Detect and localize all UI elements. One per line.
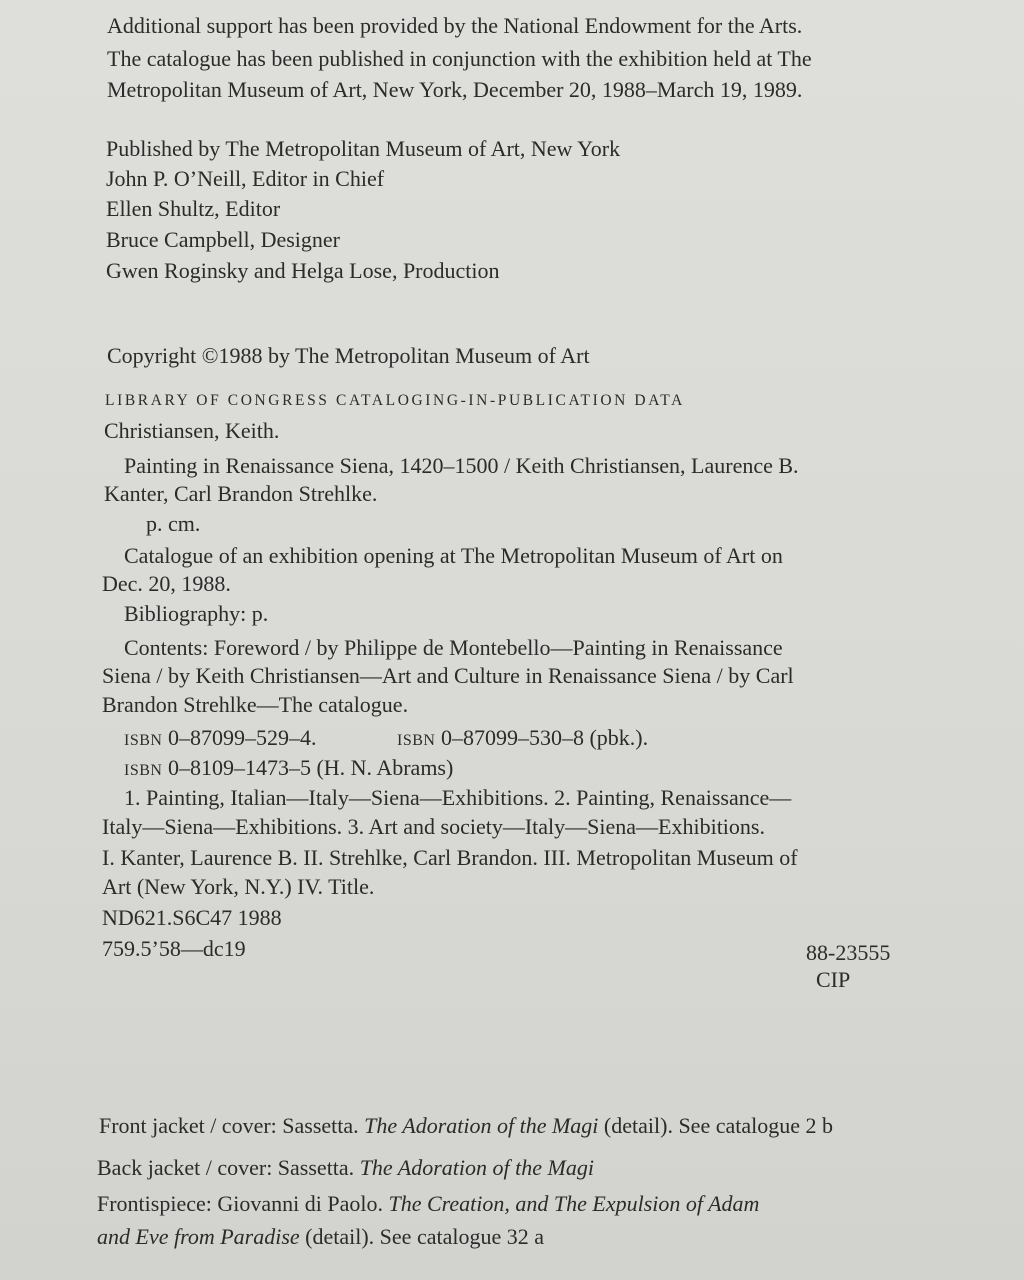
editor-in-chief-credit: John P. O’Neill, Editor in Chief [106, 166, 385, 191]
artwork-title: The Adoration of the Magi [359, 1155, 594, 1180]
artwork-title: and Eve from Paradise [97, 1224, 300, 1249]
back-cover-caption [97, 1156, 594, 1180]
isbn-value: 0–8109–1473–5 (H. N. Abrams) [167, 755, 454, 780]
cip-subjects-line-3: I. Kanter, Laurence B. II. Strehlke, Carl Brandon. III. Metropolitan Museum of [102, 845, 798, 870]
isbn-label: ISBN [397, 732, 436, 749]
cip-author: Christiansen, Keith. [104, 418, 280, 443]
isbn-value: 0–87099–529–4. [167, 725, 317, 750]
cip-heading: LIBRARY OF CONGRESS CATALOGING-IN-PUBLICATION DATA [105, 392, 685, 409]
cip-contents-line-2: Siena / by Keith Christiansen—Art and Culture in Renaissance Siena / by Carl [102, 663, 794, 688]
cip-mark: CIP [816, 967, 851, 992]
production-credit: Gwen Roginsky and Helga Lose, Production [106, 258, 500, 283]
cip-subjects-line-1: 1. Painting, Italian—Italy—Siena—Exhibitions. 2. Painting, Renaissance— [124, 785, 792, 810]
cip-isbn-line-2 [124, 756, 453, 783]
caption-prefix: Front jacket / cover: Sassetta. [99, 1113, 359, 1138]
front-cover-caption [99, 1114, 833, 1138]
isbn-label: ISBN [124, 732, 163, 749]
support-line-3: Metropolitan Museum of Art, New York, December 20, 1988–March 19, 1989. [107, 77, 803, 102]
cip-title-line-2: Kanter, Carl Brandon Strehlke. [104, 481, 378, 506]
editor-credit: Ellen Shultz, Editor [106, 196, 281, 221]
caption-prefix: Frontispiece: Giovanni di Paolo. [97, 1191, 383, 1216]
cip-subjects-line-4: Art (New York, N.Y.) IV. Title. [102, 874, 375, 899]
artwork-title: The Adoration of the Magi [364, 1113, 599, 1138]
frontispiece-caption-line-2 [97, 1225, 544, 1249]
isbn-label: ISBN [124, 762, 163, 779]
isbn-value: 0–87099–530–8 (pbk.). [440, 725, 649, 750]
cip-note-line-2: Dec. 20, 1988. [102, 571, 231, 596]
cip-contents-line-1: Contents: Foreword / by Philippe de Montebello—Painting in Renaissance [124, 635, 783, 660]
cip-subjects-line-2: Italy—Siena—Exhibitions. 3. Art and society—Italy—Siena—Exhibitions. [102, 814, 765, 839]
cip-contents-line-3: Brandon Strehlke—The catalogue. [102, 692, 409, 717]
copyright-line: Copyright ©1988 by The Metropolitan Museum of Art [107, 343, 590, 368]
cip-call-number: ND621.S6C47 1988 [102, 905, 282, 930]
artwork-title: The Creation, and The Expulsion of Adam [388, 1191, 760, 1216]
cip-isbn-paperback [397, 726, 648, 753]
designer-credit: Bruce Campbell, Designer [106, 227, 340, 252]
cip-dewey-number: 759.5’58—dc19 [102, 936, 246, 961]
support-line-2: The catalogue has been published in conjunction with the exhibition held at The [107, 46, 812, 71]
publisher-credit: Published by The Metropolitan Museum of Art, New York [106, 136, 621, 161]
support-line-1: Additional support has been provided by the National Endowment for the Arts. [107, 13, 803, 38]
cip-lccn: 88-23555 [806, 940, 891, 965]
cip-bibliography: Bibliography: p. [124, 601, 269, 626]
cip-physical-description: p. cm. [146, 511, 201, 536]
caption-suffix: (detail). See catalogue 2 b [603, 1113, 833, 1138]
cip-isbn-line-1 [124, 726, 316, 753]
cip-note-line-1: Catalogue of an exhibition opening at The Metropolitan Museum of Art on [124, 543, 783, 568]
cip-title-line-1: Painting in Renaissance Siena, 1420–1500 / Keith Christiansen, Laurence B. [124, 453, 799, 478]
frontispiece-caption-line-1 [97, 1192, 759, 1216]
caption-suffix: (detail). See catalogue 32 a [305, 1224, 544, 1249]
caption-prefix: Back jacket / cover: Sassetta. [97, 1155, 355, 1180]
